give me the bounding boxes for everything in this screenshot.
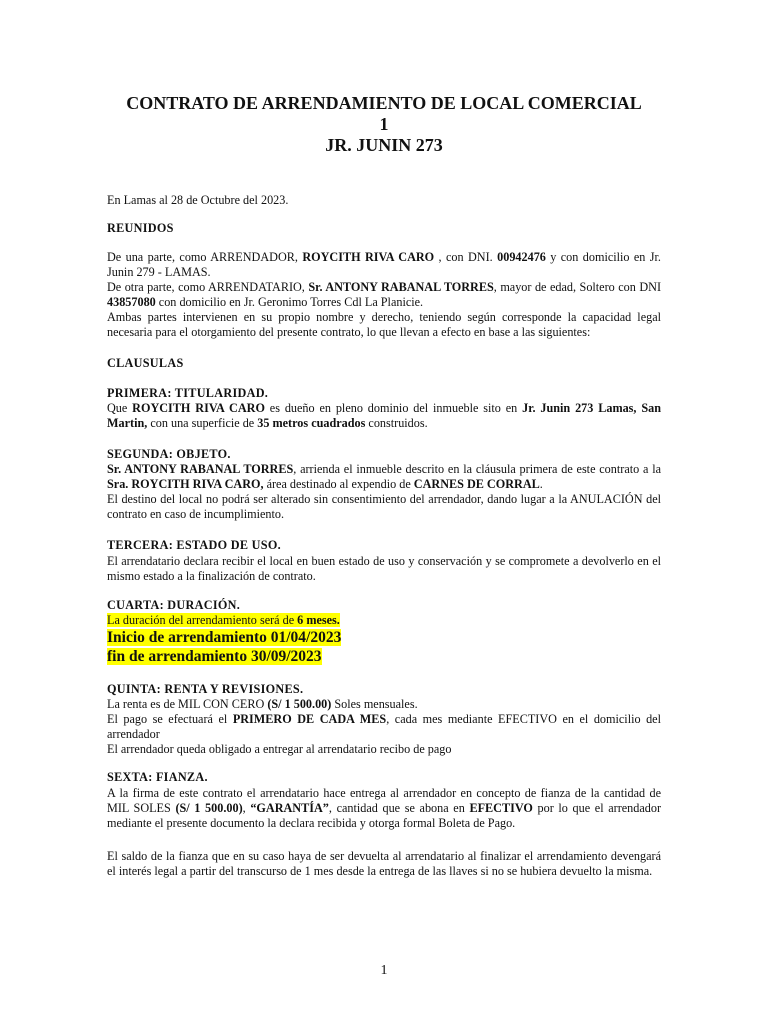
sexta-paragraph-2: El saldo de la fianza que en su caso haya de ser devuelta al arrendatario al finalizar el arrendamiento devengará el interés legal a partir del transcurso de 1 mes desde la entrega de las llaves si no se hubiera devuelto la misma. bbox=[107, 849, 661, 878]
duracion-highlight bbox=[107, 613, 340, 627]
text-span: La renta es de MIL CON CERO bbox=[107, 697, 268, 711]
fin-arrendamiento: fin de arrendamiento 30/09/2023 bbox=[107, 648, 322, 665]
text-span: A la firma de este contrato el arrendatario hace entrega al arrendador en concepto de fianza de la cantidad de MIL SOLES bbox=[107, 786, 661, 815]
duracion-line bbox=[107, 613, 661, 628]
text-span: , cantidad que se abona en bbox=[328, 801, 470, 815]
cuarta-heading: CUARTA: DURACIÓN. bbox=[107, 598, 241, 612]
tercera-heading: TERCERA: ESTADO DE USO. bbox=[107, 538, 281, 552]
fin-line bbox=[107, 647, 661, 666]
segunda-paragraph-1 bbox=[107, 462, 661, 492]
arrendatario-dni: 43857080 bbox=[107, 295, 156, 309]
text-span: Que bbox=[107, 401, 133, 415]
recibo-line: El arrendador queda obligado a entregar al arrendatario recibo de pago bbox=[107, 742, 452, 756]
text-span: construidos. bbox=[365, 416, 428, 430]
text-span: De otra parte, como ARRENDATARIO, bbox=[107, 280, 309, 294]
arrendador-dni: 00942476 bbox=[497, 250, 546, 264]
inicio-arrendamiento: Inicio de arrendamiento 01/04/2023 bbox=[107, 629, 342, 646]
text-span: con una superficie de bbox=[147, 416, 258, 430]
text-span: La duración del arrendamiento será de bbox=[107, 613, 298, 627]
payment-day: PRIMERO DE CADA MES bbox=[232, 712, 387, 726]
renta-amount: (S/ 1 500.00) bbox=[267, 697, 332, 711]
title-line-3: JR. JUNIN 273 bbox=[325, 135, 443, 155]
tenant-name: Sr. ANTONY RABANAL TORRES bbox=[107, 462, 294, 476]
business-purpose: CARNES DE CORRAL bbox=[413, 477, 540, 491]
payment-method: EFECTIVO bbox=[469, 801, 533, 815]
owner-name: Sra. ROYCITH RIVA CARO, bbox=[107, 477, 264, 491]
text-span: , arrienda el inmueble descrito en la cláusula primera de este contrato a la bbox=[293, 462, 662, 476]
text-span: El pago se efectuará el bbox=[107, 712, 233, 726]
reunidos-heading: REUNIDOS bbox=[107, 221, 174, 235]
segunda-paragraph-2: El destino del local no podrá ser alterado sin consentimiento del arrendador, dando lugar a la ANULACIÓN del contrato en caso de incumplimiento. bbox=[107, 492, 661, 521]
text-span: y con domicilio en Jr. Junin 279 - LAMAS. bbox=[107, 250, 661, 279]
pago-paragraph bbox=[107, 712, 661, 742]
property-area: 35 metros cuadrados bbox=[257, 416, 366, 430]
arrendador-paragraph bbox=[107, 250, 661, 280]
property-address: Jr. Junin 273 Lamas, San Martin, bbox=[107, 401, 661, 430]
text-span: por lo que el arrendador mediante el presente documento la declara recibida y otorga formal Boleta de Pago. bbox=[107, 801, 662, 830]
arrendatario-name: Sr. ANTONY RABANAL TORRES bbox=[308, 280, 494, 294]
tercera-body: El arrendatario declara recibir el local en buen estado de uso y conservación y se compromete a devolverlo en el mismo estado a la finalización de contrato. bbox=[107, 554, 661, 583]
document-title bbox=[0, 93, 768, 156]
sexta-body bbox=[107, 786, 661, 831]
reunidos-body bbox=[107, 250, 661, 340]
text-span: Soles mensuales. bbox=[331, 697, 418, 711]
primera-body bbox=[107, 401, 661, 431]
arrendador-name: ROYCITH RIVA CARO bbox=[302, 250, 435, 264]
text-span: , mayor de edad, Soltero con DNI bbox=[493, 280, 662, 294]
segunda-body bbox=[107, 462, 661, 522]
title-line-1: CONTRATO DE ARRENDAMIENTO DE LOCAL COMERCIAL bbox=[126, 93, 642, 113]
primera-heading: PRIMERA: TITULARIDAD. bbox=[107, 386, 269, 400]
garantia-label: “GARANTÍA” bbox=[250, 801, 329, 815]
text-span: , cada mes mediante EFECTIVO en el domicilio del arrendador bbox=[107, 712, 661, 741]
renta-line bbox=[107, 697, 661, 712]
segunda-heading: SEGUNDA: OBJETO. bbox=[107, 447, 231, 461]
owner-name: ROYCITH RIVA CARO bbox=[132, 401, 265, 415]
text-span: con domicilio en Jr. Geronimo Torres Cdl La Planicie. bbox=[155, 295, 424, 309]
text-span: , con DNI. bbox=[434, 250, 498, 264]
clausulas-heading: CLAUSULAS bbox=[107, 356, 184, 370]
text-span: De una parte, como ARRENDADOR, bbox=[107, 250, 303, 264]
ambas-partes-paragraph: Ambas partes intervienen en su propio nombre y derecho, teniendo según corresponde la capacidad legal necesaria para el otorgamiento del presente contrato, lo que llevan a efecto en base a las siguientes: bbox=[107, 310, 661, 339]
fianza-amount: (S/ 1 500.00) bbox=[175, 801, 243, 815]
sexta-heading: SEXTA: FIANZA. bbox=[107, 770, 208, 784]
duracion-value: 6 meses. bbox=[297, 613, 340, 627]
text-span: es dueño en pleno dominio del inmueble sito en bbox=[264, 401, 523, 415]
page-number: 1 bbox=[380, 963, 388, 978]
text-span: , bbox=[242, 801, 251, 815]
quinta-heading: QUINTA: RENTA Y REVISIONES. bbox=[107, 682, 304, 696]
inicio-line bbox=[107, 628, 661, 647]
text-span: . bbox=[539, 477, 543, 491]
title-line-2: 1 bbox=[379, 114, 389, 134]
quinta-body bbox=[107, 697, 661, 757]
text-span: área destinado al expendio de bbox=[263, 477, 414, 491]
cuarta-body bbox=[107, 613, 661, 666]
arrendatario-paragraph bbox=[107, 280, 661, 310]
place-date: En Lamas al 28 de Octubre del 2023. bbox=[107, 193, 289, 207]
